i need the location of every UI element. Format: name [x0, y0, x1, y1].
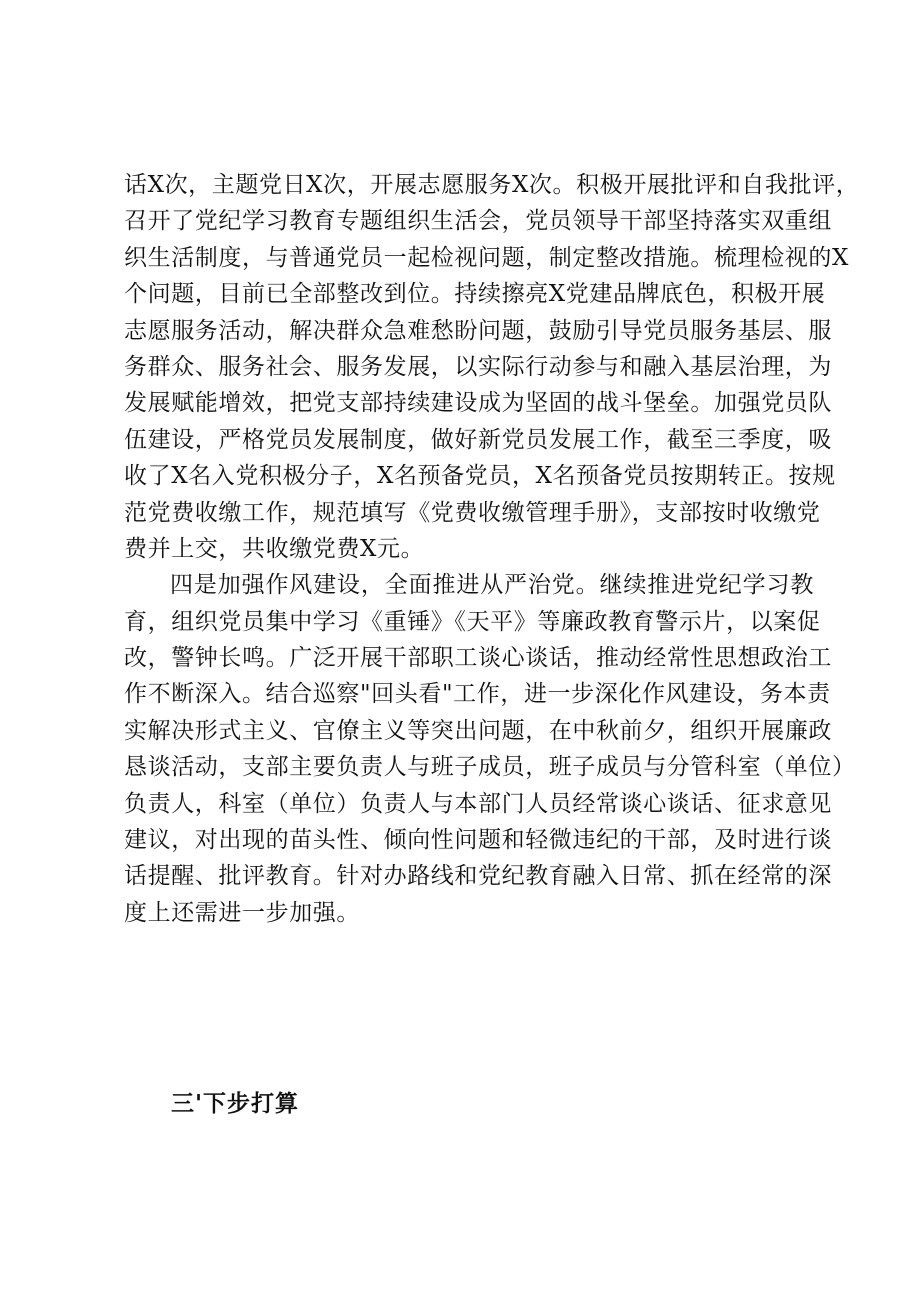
text-line: 个问题，目前已全部整改到位。持续擦亮X党建品牌底色，积极开展: [124, 281, 826, 308]
text-line: 话X次，主题党日X次，开展志愿服务X次。积极开展批评和自我批评，: [124, 172, 860, 198]
text-line: 伍建设，严格党员发展制度，做好新党员发展工作，截至三季度，吸: [124, 426, 832, 453]
document-body: [124, 167, 860, 931]
text-line: 建议，对出现的苗头性、倾向性问题和轻微违纪的干部，及时进行谈: [124, 827, 832, 854]
text-line: 度上还需进一步加强。: [124, 899, 360, 926]
text-line: 召开了党纪学习教育专题组织生活会，党员领导干部坚持落实双重组: [124, 208, 832, 235]
section-heading: 三'下步打算: [171, 1091, 300, 1117]
paragraph-work-style: [124, 567, 856, 931]
text-line: 织生活制度，与普通党员一起检视问题，制定整改措施。梳理检视的X: [124, 244, 849, 271]
text-line: 范党费收缴工作，规范填写《党费收缴管理手册》，支部按时收缴党: [124, 499, 821, 526]
text-line: 作不断深入。结合巡察"回头看"工作，进一步深化作风建设，务本责: [124, 681, 831, 708]
text-line: 负责人，科室（单位）负责人与本部门人员经常谈心谈话、征求意见: [124, 790, 832, 817]
text-line: 发展赋能增效，把党支部持续建设成为坚固的战斗堡垒。加强党员队: [124, 390, 832, 417]
text-line: 话提醒、批评教育。针对办路线和党纪教育融入日常、抓在经常的深: [124, 863, 832, 890]
text-line: 志愿服务活动，解决群众急难愁盼问题，鼓励引导党员服务基层、服: [124, 317, 832, 344]
text-line: 改，警钟长鸣。广泛开展干部职工谈心谈话，推动经常性思想政治工: [124, 645, 832, 672]
text-line: 务群众、服务社会、服务发展，以实际行动参与和融入基层治理，为: [124, 353, 832, 380]
text-line: 实解决形式主义、官僚主义等突出问题，在中秋前夕，组织开展廉政: [124, 717, 832, 744]
text-line: 四是加强作风建设，全面推进从严治党。继续推进党纪学习教: [170, 572, 814, 599]
text-line: 收了X名入党积极分子，X名预备党员，X名预备党员按期转正。按规: [124, 463, 836, 490]
text-line: 育，组织党员集中学习《重锤》《天平》等廉政教育警示片，以案促: [124, 608, 821, 635]
text-line: 恳谈活动，支部主要负责人与班子成员，班子成员与分管科室（单位）: [124, 754, 856, 781]
text-line: 费并上交，共收缴党费X元。: [124, 535, 425, 562]
paragraph-party-building: [124, 167, 860, 567]
